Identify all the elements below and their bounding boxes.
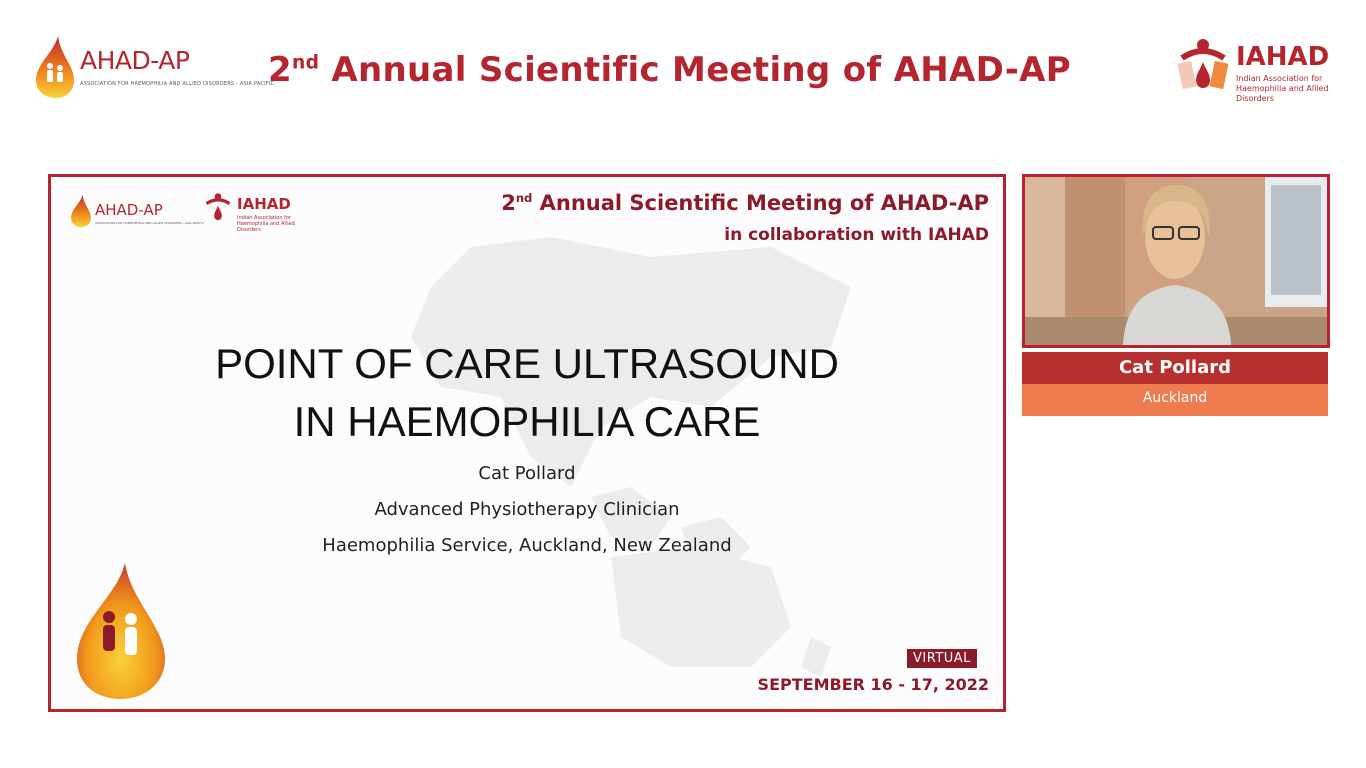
world-map-watermark <box>351 227 871 687</box>
blood-drop-family-icon <box>69 561 169 701</box>
iahad-emblem-icon <box>1172 36 1234 96</box>
speaker-video-frame <box>1025 177 1327 345</box>
iahad-logo <box>1172 36 1352 103</box>
presentation-title-line2: IN HAEMOPHILIA CARE <box>293 398 761 445</box>
presentation-title <box>51 335 1003 451</box>
iahad-logo-text: IAHAD <box>1236 42 1330 72</box>
presentation-slide <box>48 174 1006 712</box>
slide-ahad-ap-text: AHAD-AP <box>95 201 163 219</box>
slide-meeting-title: 2nd Annual Scientific Meeting of AHAD-AP <box>501 191 989 215</box>
presenter-role: Advanced Physiotherapy Clinician <box>374 499 680 520</box>
ahad-ap-logo-subtitle: ASSOCIATION FOR HAEMOPHILIA AND ALLIED DISORDERS - ASIA PACIFIC <box>80 81 275 87</box>
ahad-ap-logo-text: AHAD-AP <box>80 46 190 75</box>
virtual-badge: VIRTUAL <box>907 649 977 668</box>
presenter-name: Cat Pollard <box>478 463 576 484</box>
event-dates: SEPTEMBER 16 - 17, 2022 <box>757 675 989 694</box>
slide-collab-text: in collaboration with IAHAD <box>724 225 989 245</box>
slide-ahad-ap-logo <box>69 193 204 233</box>
iahad-logo-subtitle: Indian Association for Haemophilia and Allied Disorders <box>1236 74 1329 103</box>
blood-drop-small-icon <box>69 193 93 229</box>
speaker-video <box>1022 174 1330 348</box>
blood-drop-icon <box>32 34 78 100</box>
ahad-ap-logo <box>32 34 275 102</box>
speaker-location-bar: Auckland <box>1022 384 1328 416</box>
slide-ahad-ap-subtitle: ASSOCIATION FOR HAEMOPHILIA AND ALLIED DISORDERS - ASIA PACIFIC <box>95 221 204 225</box>
presenter-affiliation: Haemophilia Service, Auckland, New Zealand <box>322 535 732 556</box>
slide-iahad-logo <box>201 191 311 231</box>
speaker-name-bar: Cat Pollard <box>1022 352 1328 384</box>
header-title: 2nd Annual Scientific Meeting of AHAD-AP <box>268 50 1071 90</box>
slide-iahad-subtitle: Indian Association for Haemophilia and Allied Disorders <box>237 215 295 233</box>
presentation-title-line1: POINT OF CARE ULTRASOUND <box>215 340 839 387</box>
iahad-emblem-small-icon <box>201 191 235 225</box>
slide-iahad-text: IAHAD <box>237 195 291 213</box>
